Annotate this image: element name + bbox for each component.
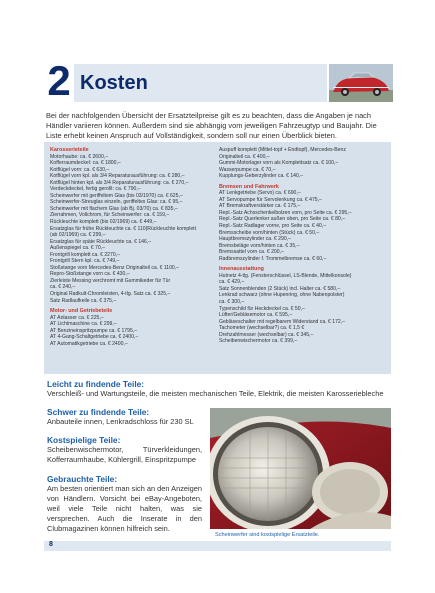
section-hard (47, 407, 202, 427)
price-line: Zierrahmen, Vollchrom, für Scheinwerfer: ca. € 159,– (50, 212, 170, 219)
section-easy-heading: Leicht zu findende Teile: (47, 379, 145, 389)
price-line: Originalteil ca. € 400,– (219, 153, 270, 160)
price-line: Verdeckdeckel, fertig gerollt: ca. € 790,– (50, 186, 141, 193)
intro-paragraph: Bei der nachfolgenden Übersicht der Ersatzteilpreise gilt es zu beachten, dass die Angaben je nach Händler variieren können. Außerdem sind sie abhängig vom jeweiligen Fahrzeugtyp und Baujahr. Die Liste erhebt keinen Anspruch auf Vollständigkeit, sondern soll nur einen Überblick bieten. (46, 111, 377, 140)
price-line: ca. € 300,– (219, 299, 245, 306)
price-line: Auspuff komplett (Mittel-topf + Endtopf), Mercedes-Benz (219, 147, 346, 153)
price-section-title: Motor- und Getriebeteile (50, 308, 113, 315)
price-line: Frontgrill Stern kpl. ca. € 749,– (50, 258, 120, 265)
price-line: Satz Sonnenblenden (2 Stück) incl. Halter ca. € 580,– (219, 285, 341, 292)
section-used (47, 474, 202, 534)
price-section-title: Innenausstattung (219, 266, 264, 273)
section-expensive-text: Scheibenwischermotor, Türverkleidungen, Kofferraumhaube, Kühlergrill, Einspritzpumpe (47, 445, 202, 464)
price-line: Scheinwerfer mit geriffeltem Glas (bis 03/1970) ca. € 625,– (50, 192, 183, 199)
price-line: Bremsscheibe vorn/hinten (Stück) ca. € 50,– (219, 229, 320, 236)
price-line: Gebläseschalter mit regelbarem Widerstand ca. € 172,– (219, 318, 345, 325)
chapter-title: Kosten (80, 72, 148, 94)
price-line: Scheinwerfer mit flachem Glas (ab Bj. 03/70) ca. € 835,– (50, 205, 178, 212)
section-used-text: Am besten orientiert man sich an den Anzeigen von Händlern. Vorsicht bei eBay-Angeboten, weil viele Teile nicht halten, was sie versprechen. Auch die Inserate in den Clubmagazinen können hilfreich sein. (47, 484, 202, 533)
price-line: Typenschild für Heckdeckel ca. € 50,– (219, 305, 305, 312)
price-line: AT 4-Gang-Schaltgetriebe ca. € 2400,– (50, 334, 139, 341)
chapter-number: 2 (44, 58, 74, 104)
price-list-box (44, 142, 391, 374)
price-line: Drehzahlmesser (wechselbar) ca. € 345,– (219, 331, 314, 338)
price-line: Satz Radlaufkeile ca. € 375,– (50, 297, 117, 304)
headlight-photo (210, 408, 391, 529)
price-line: Wasserpumpe ca. € 70,– (219, 166, 276, 173)
section-expensive-heading: Kostspielige Teile: (47, 435, 121, 445)
section-expensive (47, 435, 202, 465)
price-line: Bremssattel vorn ca. € 200,– (219, 249, 284, 256)
price-line: Hauptbremszylinder ca. € 290,– (219, 236, 291, 243)
price-line: AT Automatikgetriebe ca. € 2400,– (50, 340, 128, 347)
price-line: Stoßstange vorn Mercedes-Benz Originalteil ca. € 1100,– (50, 264, 180, 271)
page-number: 8 (49, 541, 53, 548)
price-line: Lüfter/Gebläsemotor ca. € 595,– (219, 312, 293, 319)
price-line: Hutnetz 4-tlg. (Fensterschlüssel, LS-Blende, Mittelkonsole) (219, 272, 352, 279)
price-line: ca. € 240,– (50, 284, 76, 291)
price-line: Repl.-Satz Achsschenkelbolzen vorn, pro Seite ca. € 295,– (219, 209, 352, 216)
price-line: Tachometer (wechselbar?) ca. € 1,5 € (219, 325, 305, 332)
red-car-image (329, 64, 393, 102)
price-line: Kotflügel vorn: ca. € 630,– (50, 166, 110, 173)
price-line: Radbremszylinder f. Trommelbremse ca. € 60,– (219, 255, 327, 262)
price-line: Zierleiste Messing verchromt mit Gummikeder für Tür (50, 277, 171, 284)
price-section-title: Bremsen und Fahrwerk (219, 183, 279, 190)
price-line: Kupplungs-Geberzylinder ca. € 140,– (219, 173, 304, 180)
price-line: Motorhaube: ca. € 2600,– (50, 153, 109, 160)
price-line: Bremsbeläge vorn/hinten ca. € 35,– (219, 242, 300, 249)
price-line: Ersatzglas für frühe Rückleuchte ca. € 110(Rückleuchte komplett (50, 225, 196, 232)
price-line: AT Lichtmaschine ca. € 299,– (50, 321, 117, 328)
headlight-image (210, 408, 391, 529)
price-line: AT Bremskraftverstärker ca. € 175,– (219, 203, 301, 210)
section-easy (47, 379, 393, 399)
price-line: Gummi-Motorlager vorn als Komplettsatz ca. € 100,– (219, 160, 339, 167)
price-line: Repro-Stoßstange vorn ca. € 430,– (50, 271, 130, 278)
section-hard-heading: Schwer zu findende Teile: (47, 407, 150, 417)
section-used-heading: Gebrauchte Teile: (47, 474, 118, 484)
price-line: Rückleuchte komplett (bis 02/1969) ca. € 449,– (50, 219, 157, 226)
photo-caption: Scheinwerfer sind kostspielige Ersatzteile. (215, 532, 320, 538)
footer-bar (44, 541, 391, 551)
price-line: Ersatzglas für späte Rückleuchte ca. € 146,– (50, 238, 152, 245)
price-line: Original Radkult-Chromleisten, 4-tlg. Satz ca. € 325,– (50, 291, 171, 298)
price-section-title: Karosserieteile (50, 147, 89, 153)
price-line: Frontgrill komplett ca. € 2270,– (50, 251, 120, 258)
price-line: Kotflügel vorn kpl. als 3/4 Reparaturausführung: ca. € 280,– (50, 173, 185, 180)
price-line: Repl.-Satz Radlager vorne, pro Seite ca. € 40,– (219, 223, 327, 230)
price-line: AT Benzineinspritzpumpe ca. € 1795,– (50, 327, 138, 334)
price-line: AT Lenkgetriebe (Servo) ca. € 690,– (219, 190, 301, 197)
price-line: Außenspiegel ca. € 70,– (50, 245, 105, 252)
section-hard-text: Anbauteile innen, Lenkradschloss für 230 SL (47, 417, 194, 426)
price-line: Scheibenwischermotor ca. € 399,– (219, 338, 298, 345)
price-line: Scheinwerfer-Streuglas einzeln, geriffeltes Glas: ca. € 95,– (50, 199, 183, 206)
section-easy-text: Verschleiß- und Wartungsteile, die meisten mechanischen Teile, Elektrik, die meisten Karosseriebleche (47, 389, 384, 398)
price-line: ca. € 429,– (219, 279, 245, 286)
price-line: (ab 02/1969) ca. € 299,– (50, 232, 106, 239)
price-line: Kofferraumdeckel: ca. € 1800,– (50, 160, 121, 167)
price-line: Repl.-Satz Querlenker außen oben, pro Seite ca. € 80,– (219, 216, 346, 223)
price-line: AT Anlasser ca. € 225,– (50, 314, 104, 321)
price-line: Kotflügel hinten kpl. als 3/4 Reparaturausführung: ca. € 270,– (50, 179, 189, 186)
price-line: Lenkrad schwarz (ohne Hupenring, ohne Nabenpolster) (219, 292, 345, 299)
header-car-photo (327, 64, 393, 102)
price-column-right (219, 147, 385, 345)
price-line: AT Servopumpe für Servolenkung ca. € 475,– (219, 196, 322, 203)
price-column-left (50, 147, 210, 347)
